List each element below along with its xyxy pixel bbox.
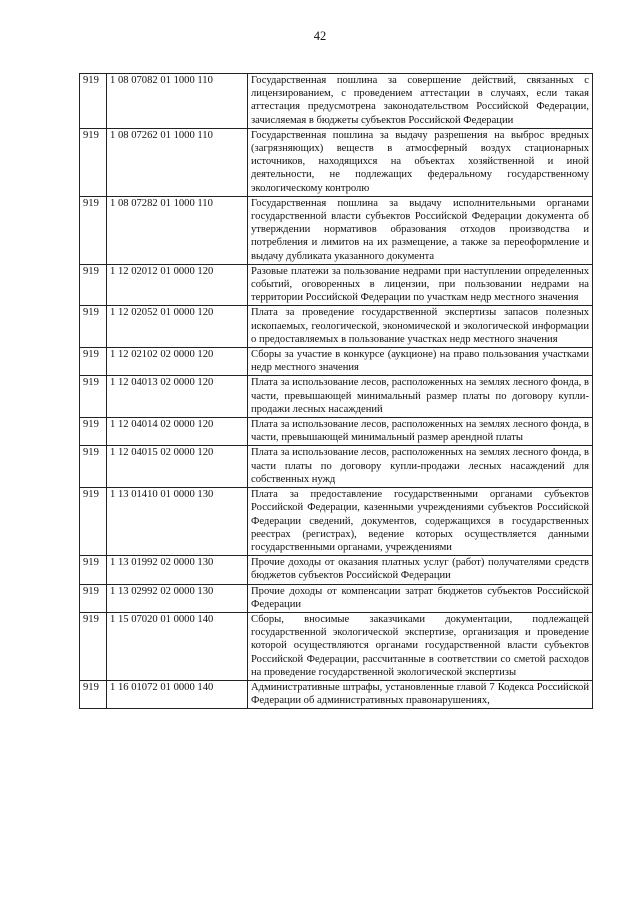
budget-code-cell: 1 12 04014 02 0000 120: [107, 418, 248, 446]
table-body: [80, 74, 593, 709]
description-cell: Сборы за участие в конкурсе (аукционе) на право пользования участками недр местного значения: [248, 348, 593, 376]
admin-code-cell: 919: [80, 348, 107, 376]
admin-code-cell: 919: [80, 264, 107, 306]
description-cell: Плата за проведение государственной экспертизы запасов полезных ископаемых, геологической, экономической и экологической информации о предоставляемых в пользование участках недр местного значения: [248, 306, 593, 348]
description-cell: Плата за использование лесов, расположенных на землях лесного фонда, в части, превышающей минимальный размер платы по договору купли-продажи лесных насаждений: [248, 376, 593, 418]
budget-code-cell: 1 08 07082 01 1000 110: [107, 74, 248, 129]
admin-code-cell: 919: [80, 376, 107, 418]
description-cell: Государственная пошлина за выдачу разрешения на выброс вредных (загрязняющих) веществ в атмосферный воздух стационарных источников, находящихся на объектах хозяйственной и иной деятельности, не подлежащих федеральному государственному экологическому контролю: [248, 128, 593, 196]
admin-code-cell: 919: [80, 196, 107, 264]
table-row: [80, 612, 593, 680]
budget-code-cell: 1 12 02052 01 0000 120: [107, 306, 248, 348]
description-cell: Государственная пошлина за совершение действий, связанных с лицензированием, с проведением аттестации в случаях, если такая аттестация предусмотрена законодательством Российской Федерации, зачисляемая в бюджеты субъектов Российской Федерации: [248, 74, 593, 129]
budget-code-cell: 1 13 02992 02 0000 130: [107, 584, 248, 612]
description-cell: Прочие доходы от компенсации затрат бюджетов субъектов Российской Федерации: [248, 584, 593, 612]
page-number: 42: [313, 29, 327, 43]
revenue-codes-table: [79, 73, 593, 709]
budget-code-cell: 1 13 01992 02 0000 130: [107, 556, 248, 584]
admin-code-cell: 919: [80, 556, 107, 584]
table-row: [80, 488, 593, 556]
budget-code-cell: 1 12 02102 02 0000 120: [107, 348, 248, 376]
table-row: [80, 74, 593, 129]
budget-code-cell: 1 08 07262 01 1000 110: [107, 128, 248, 196]
admin-code-cell: 919: [80, 128, 107, 196]
description-cell: Плата за предоставление государственными органами субъектов Российской Федерации, казенными учреждениями субъектов Российской Федерации сведений, документов, содержащихся в государственных реестрах (регистрах), ведение которых осуществляется данными государственными органами, учреждениями: [248, 488, 593, 556]
table-row: [80, 348, 593, 376]
budget-code-cell: 1 15 07020 01 0000 140: [107, 612, 248, 680]
table-row: [80, 196, 593, 264]
admin-code-cell: 919: [80, 306, 107, 348]
admin-code-cell: 919: [80, 488, 107, 556]
budget-code-cell: 1 08 07282 01 1000 110: [107, 196, 248, 264]
description-cell: Административные штрафы, установленные главой 7 Кодекса Российской Федерации об административных правонарушениях,: [248, 680, 593, 708]
description-cell: Сборы, вносимые заказчиками документации, подлежащей государственной экологической экспертизе, организация и проведение которой осуществляются органами государственной власти субъектов Российской Федерации, рассчитанные в соответствии со сметой расходов на проведение государственной экологической экспертизы: [248, 612, 593, 680]
admin-code-cell: 919: [80, 446, 107, 488]
table-row: [80, 128, 593, 196]
budget-code-cell: 1 12 02012 01 0000 120: [107, 264, 248, 306]
description-cell: Прочие доходы от оказания платных услуг (работ) получателями средств бюджетов субъектов Российской Федерации: [248, 556, 593, 584]
table-row: [80, 584, 593, 612]
budget-code-cell: 1 12 04015 02 0000 120: [107, 446, 248, 488]
admin-code-cell: 919: [80, 612, 107, 680]
table-row: [80, 680, 593, 708]
budget-code-cell: 1 13 01410 01 0000 130: [107, 488, 248, 556]
table-row: [80, 376, 593, 418]
budget-code-cell: 1 16 01072 01 0000 140: [107, 680, 248, 708]
admin-code-cell: 919: [80, 418, 107, 446]
description-cell: Государственная пошлина за выдачу исполнительными органами государственной власти субъектов Российской Федерации документа об утверждении нормативов образования отходов производства и потребления и лимитов на их размещение, а также за переоформление и выдачу дубликата указанного документа: [248, 196, 593, 264]
budget-code-cell: 1 12 04013 02 0000 120: [107, 376, 248, 418]
table-row: [80, 556, 593, 584]
admin-code-cell: 919: [80, 74, 107, 129]
description-cell: Разовые платежи за пользование недрами при наступлении определенных событий, оговоренных в лицензии, при пользовании недрами на территории Российской Федерации по участкам недр местного значения: [248, 264, 593, 306]
table-row: [80, 418, 593, 446]
table-row: [80, 446, 593, 488]
admin-code-cell: 919: [80, 680, 107, 708]
table-row: [80, 264, 593, 306]
table-row: [80, 306, 593, 348]
description-cell: Плата за использование лесов, расположенных на землях лесного фонда, в части платы по договору купли-продажи лесных насаждений для собственных нужд: [248, 446, 593, 488]
admin-code-cell: 919: [80, 584, 107, 612]
description-cell: Плата за использование лесов, расположенных на землях лесного фонда, в части, превышающей минимальный размер арендной платы: [248, 418, 593, 446]
